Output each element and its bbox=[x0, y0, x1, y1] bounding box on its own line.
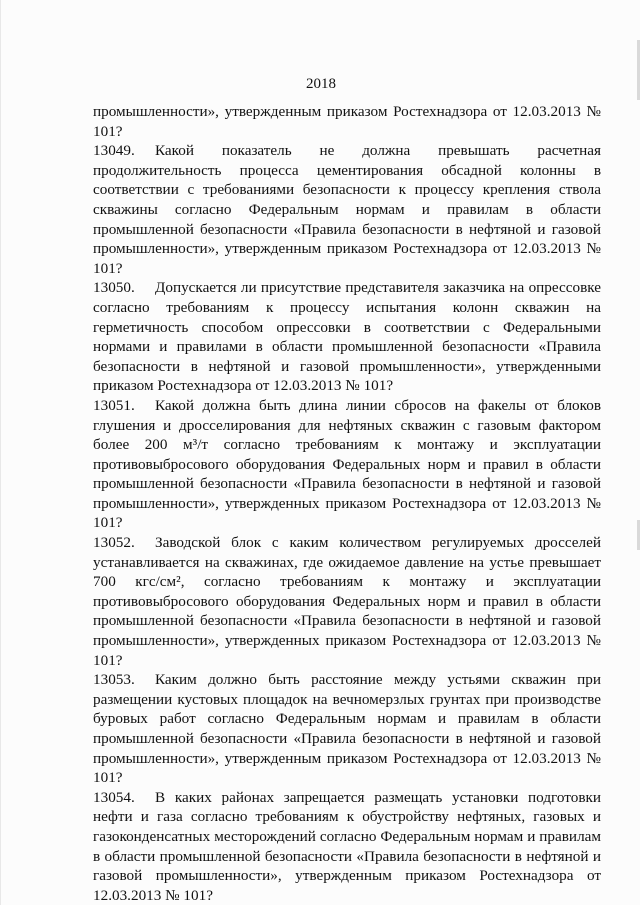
question-number: 13050. bbox=[93, 279, 135, 297]
question-number: 13052. bbox=[93, 534, 135, 552]
question-paragraph bbox=[93, 670, 601, 788]
question-paragraph bbox=[93, 141, 601, 278]
question-text: Каким должно быть расстояние между устьями скважин при размещении кустовых площадок на вечномерзлых грунтах при производстве буровых работ согласно Федеральным нормам и правилам в области промышленной безопасности «Правила безопасности в нефтяной и газовой промышленности», утвержденным приказом Ростехнадзора от 12.03.2013 № 101? bbox=[93, 671, 601, 787]
question-number: 13051. bbox=[93, 396, 135, 414]
question-text: Какой должна быть длина линии сбросов на факелы от блоков глушения и дросселирования для нефтяных скважин с газовым фактором более 200 м³/т согласно требованиям к монтажу и эксплуатации противовыбросового оборудования Федеральных норм и правил в области промышленной безопасности «Правила безопасности в нефтяной и газовой промышленности», утвержденных приказом Ростехнадзора от 12.03.2013 № 101? bbox=[93, 396, 601, 532]
question-number: 13053. bbox=[93, 671, 135, 689]
page-number: 2018 bbox=[306, 76, 336, 92]
question-text: Какой показатель не должна превышать расчетная продолжительность процесса цементирования обсадной колонны в соответствии с требованиями безопасности к процессу крепления ствола скважины согласно Федеральным нормам и правилам в области промышленной безопасности «Правила безопасности в нефтяной и газовой промышленности», утвержденным приказом Ростехнадзора от 12.03.2013 № 101? bbox=[93, 142, 601, 277]
question-paragraph bbox=[93, 533, 601, 670]
question-paragraph bbox=[93, 278, 601, 396]
question-text: Допускается ли присутствие представителя заказчика на опрессовке согласно требованиям к процессу испытания колонн скважин на герметичность способом опрессовки в соответствии с Федеральными нормами и правилами в области промышленной безопасности «Правила безопасности в нефтяной и газовой промышленности», утвержденными приказом Ростехнадзора от 12.03.2013 № 101? bbox=[93, 279, 601, 395]
continuation-paragraph: промышленности», утвержденным приказом Ростехнадзора от 12.03.2013 № 101? bbox=[93, 103, 601, 140]
question-text: В каких районах запрещается размещать установки подготовки нефти и газа согласно требованиям к обустройству нефтяных, газовых и газоконденсатных месторождений согласно Федеральным нормам и правилам в области промышленной безопасности «Правила безопасности в нефтяной и газовой промышленности», утвержденным приказом Ростехнадзора от 12.03.2013 № 101? bbox=[93, 788, 601, 904]
question-number: 13049. bbox=[93, 142, 135, 160]
document-body bbox=[93, 102, 601, 905]
question-paragraph bbox=[93, 788, 601, 905]
question-text: Заводской блок с каким количеством регулируемых дросселей устанавливается на скважинах, где ожидаемое давление на устье превышает 700 кгс/см², согласно требованиям к монтажу и эксплуатации противовыбросового оборудования Федеральных норм и правил в области промышленной безопасности «Правила безопасности в нефтяной и газовой промышленности», утвержденных приказом Ростехнадзора от 12.03.2013 № 101? bbox=[93, 534, 601, 669]
question-paragraph bbox=[93, 396, 601, 533]
question-number: 13054. bbox=[93, 788, 135, 806]
